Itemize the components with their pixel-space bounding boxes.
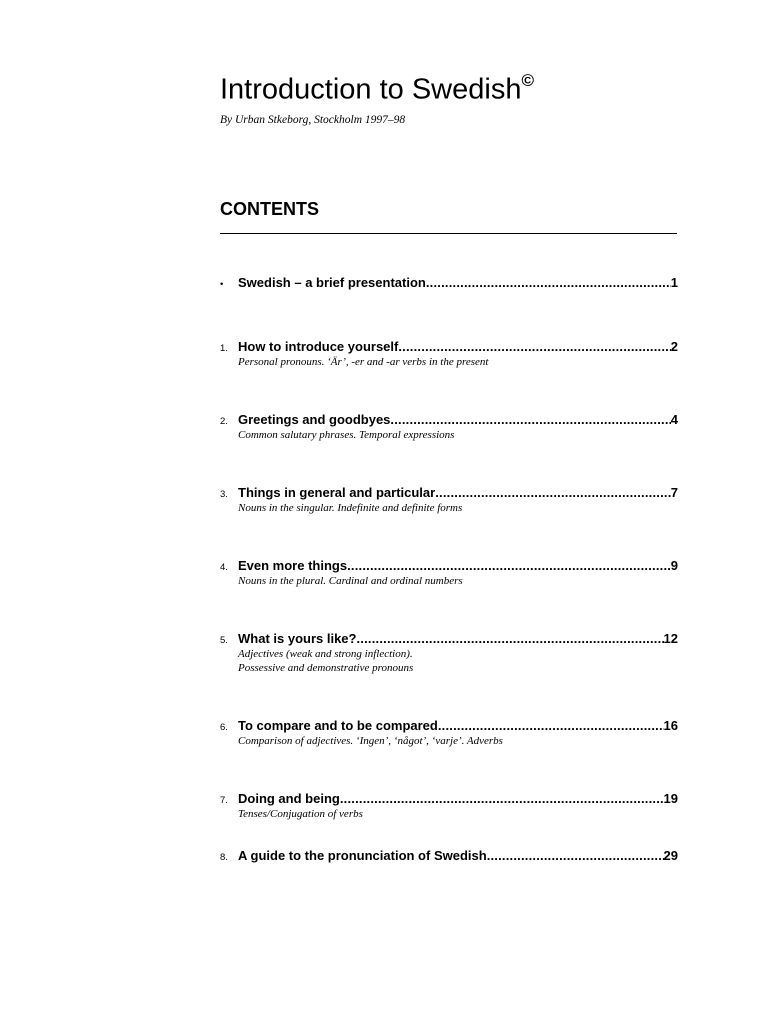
toc-entry-subtitle: Possessive and demonstrative pronouns <box>238 662 414 674</box>
toc-entry-page: 1 <box>670 275 678 290</box>
toc-entry-marker: 3. <box>220 489 228 500</box>
toc-entry[interactable] <box>220 631 678 675</box>
toc-entry-page: 16 <box>663 718 678 733</box>
toc-entry-line <box>220 558 678 574</box>
toc-entry-marker: 7. <box>220 795 228 806</box>
toc-entry-page: 29 <box>663 848 678 863</box>
toc-dot-leader <box>398 339 670 355</box>
toc-entry-line <box>220 412 678 428</box>
toc-entry-line <box>220 339 678 355</box>
toc-entry-marker: 6. <box>220 722 228 733</box>
toc-entry[interactable] <box>220 485 678 515</box>
toc-entry-title: Things in general and particular <box>238 485 436 500</box>
toc-dot-leader <box>390 412 670 428</box>
toc-dot-leader <box>356 631 663 647</box>
toc-entry-title: How to introduce yourself <box>238 339 399 354</box>
toc-entry-subtitle: Comparison of adjectives. ‘Ingen’, ‘något’, ‘varje’. Adverbs <box>238 735 503 747</box>
document-title-text: Introduction to Swedish <box>220 73 522 106</box>
contents-heading: CONTENTS <box>220 199 319 219</box>
toc-entry-marker: • <box>220 279 224 290</box>
toc-entry-page: 4 <box>670 412 678 427</box>
toc-entry-title: Even more things <box>238 558 348 573</box>
toc-entry-line <box>220 791 678 807</box>
document-title <box>220 71 534 107</box>
toc-entry-page: 7 <box>670 485 678 500</box>
toc-entry-subtitle: Adjectives (weak and strong inflection). <box>238 648 413 660</box>
toc-dot-leader <box>438 718 664 734</box>
toc-entry-line <box>220 848 678 864</box>
toc-dot-leader <box>340 791 664 807</box>
toc-dot-leader <box>426 275 671 291</box>
toc-entry-line <box>220 718 678 734</box>
toc-entry[interactable] <box>220 412 678 442</box>
toc-entry[interactable] <box>220 339 678 369</box>
toc-dot-leader <box>487 848 664 864</box>
toc-entry-line <box>220 631 678 647</box>
toc-entry-page: 2 <box>670 339 678 354</box>
toc-entry-subtitle: Tenses/Conjugation of verbs <box>238 808 363 820</box>
toc-entry-marker: 5. <box>220 635 228 646</box>
toc-entry-subtitle: Common salutary phrases. Temporal expressions <box>238 429 455 441</box>
toc-dot-leader <box>347 558 671 574</box>
toc-entry-marker: 8. <box>220 852 228 863</box>
toc-entry-subtitle: Personal pronouns. ‘Är’, -er and -ar verbs in the present <box>238 356 489 368</box>
toc-entry-line <box>220 485 678 501</box>
toc-entry[interactable] <box>220 558 678 588</box>
toc-entry-marker: 4. <box>220 562 228 573</box>
toc-entry[interactable] <box>220 718 678 748</box>
toc-entry[interactable] <box>220 275 678 291</box>
toc-entry-subtitle: Nouns in the singular. Indefinite and definite forms <box>238 502 463 514</box>
toc-entry[interactable] <box>220 791 678 821</box>
heading-divider <box>220 233 677 234</box>
toc-entry[interactable] <box>220 848 678 864</box>
toc-dot-leader <box>435 485 671 501</box>
toc-entry-title: Swedish – a brief presentation <box>238 275 426 290</box>
toc-entry-title: Greetings and goodbyes <box>238 412 391 427</box>
toc-entry-page: 12 <box>663 631 678 646</box>
toc-entry-page: 19 <box>663 791 678 806</box>
toc-entry-page: 9 <box>670 558 678 573</box>
byline: By Urban Stkeborg, Stockholm 1997–98 <box>220 114 406 126</box>
toc-entry-marker: 1. <box>220 343 228 354</box>
copyright-mark: © <box>521 71 534 90</box>
toc-entry-title: To compare and to be compared <box>238 718 438 733</box>
toc-entry-title: What is yours like? <box>238 631 357 646</box>
toc-entry-title: Doing and being <box>238 791 340 806</box>
toc-entry-marker: 2. <box>220 416 228 427</box>
toc-entry-line <box>220 275 678 291</box>
toc-entry-subtitle: Nouns in the plural. Cardinal and ordinal numbers <box>238 575 463 587</box>
toc-entry-title: A guide to the pronunciation of Swedish <box>238 848 487 863</box>
